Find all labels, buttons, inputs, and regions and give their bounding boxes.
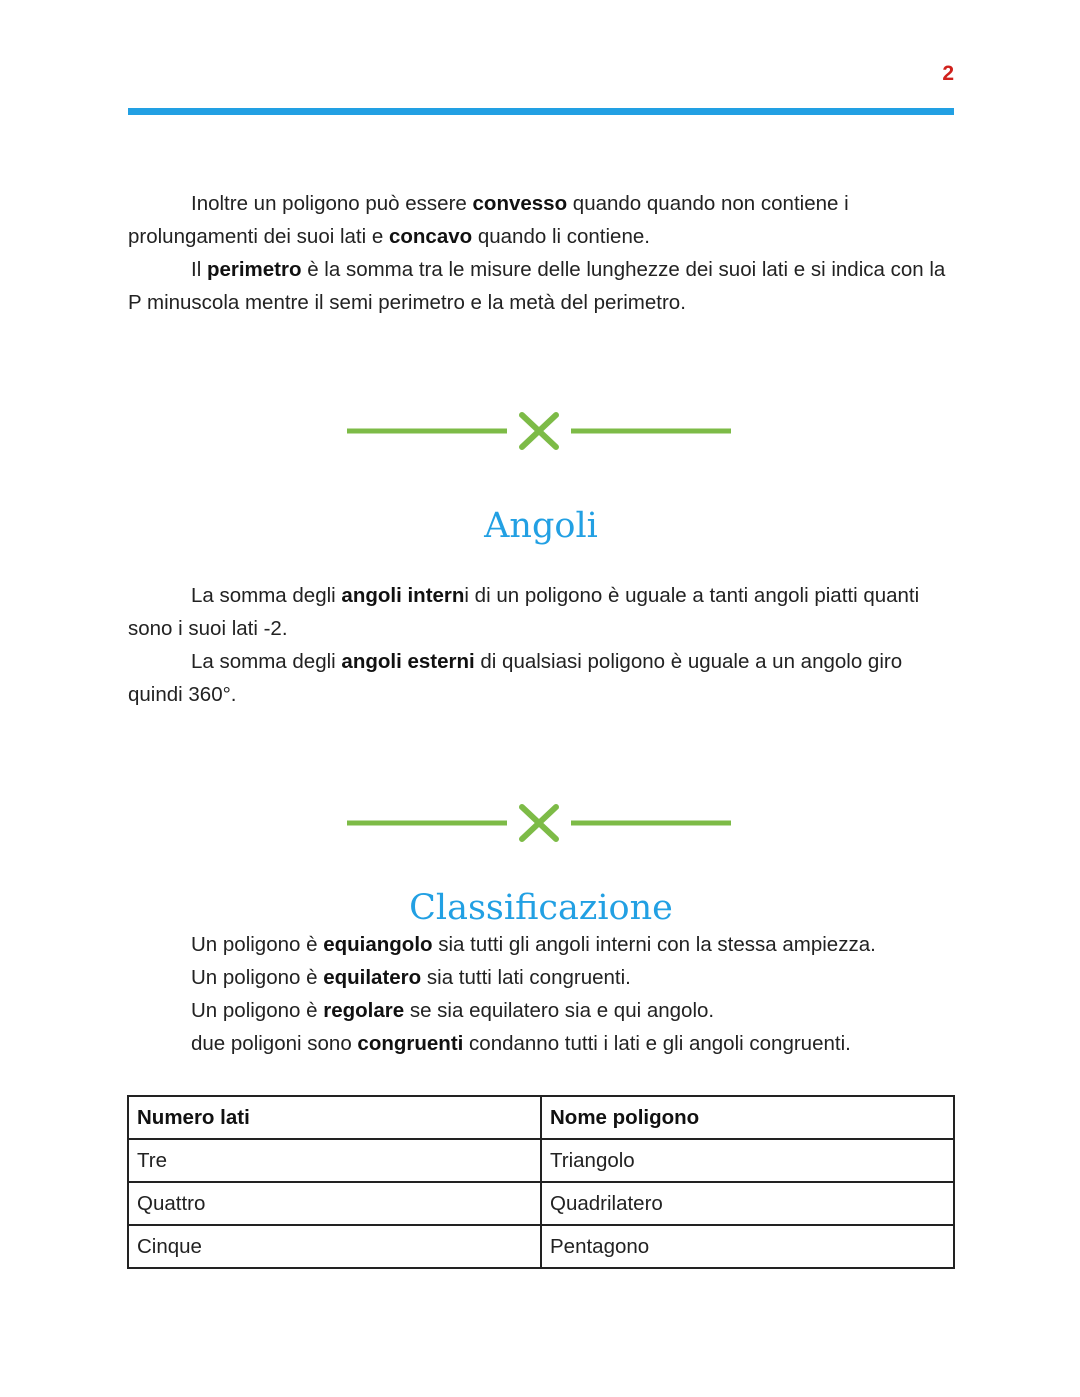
classificazione-line: Un poligono è equiangolo sia tutti gli angoli interni con la stessa ampiezza. (191, 933, 876, 956)
table-cell: Pentagono (541, 1225, 954, 1268)
classificazione-section (128, 928, 954, 1060)
intro-paragraph-convex: Inoltre un poligono può essere convesso quando quando non contiene i prolungamenti dei suoi lati e concavo quando li contiene. (128, 192, 849, 248)
classificazione-line: Un poligono è regolare se sia equilatero sia e qui angolo. (191, 999, 715, 1022)
intro-paragraph-perimeter: Il perimetro è la somma tra le misure delle lunghezze dei suoi lati e si indica con la P minuscola mentre il semi perimetro e la metà del perimetro. (128, 258, 946, 314)
table-cell: Quattro (128, 1182, 541, 1225)
table-row (128, 1139, 954, 1182)
angoli-paragraph-external: La somma degli angoli esterni di qualsiasi poligono è uguale a un angolo giro quindi 360°. (128, 650, 903, 706)
polygon-table (127, 1095, 955, 1269)
classificazione-line: Un poligono è equilatero sia tutti lati congruenti. (191, 966, 631, 989)
table-cell: Triangolo (541, 1139, 954, 1182)
table-cell: Quadrilatero (541, 1182, 954, 1225)
section-divider (347, 410, 731, 452)
classificazione-line: due poligoni sono congruenti condanno tutti i lati e gli angoli congruenti. (191, 1032, 851, 1055)
page-number: 2 (942, 62, 954, 85)
x-cross-icon (347, 802, 731, 844)
table-row (128, 1182, 954, 1225)
table-header-row (128, 1096, 954, 1139)
polygon-names-table (127, 1095, 955, 1269)
section-divider (347, 802, 731, 844)
table-row (128, 1225, 954, 1268)
intro-section (128, 187, 954, 319)
heading-angoli: Angoli (484, 506, 598, 546)
table-header-cell: Numero lati (128, 1096, 541, 1139)
angoli-section (128, 579, 954, 711)
heading-classificazione: Classificazione (409, 888, 673, 928)
table-header-cell: Nome poligono (541, 1096, 954, 1139)
x-cross-icon (347, 410, 731, 452)
angoli-paragraph-internal: La somma degli angoli interni di un poligono è uguale a tanti angoli piatti quanti sono i suoi lati -2. (128, 584, 920, 640)
header-rule (128, 108, 954, 115)
table-cell: Tre (128, 1139, 541, 1182)
table-cell: Cinque (128, 1225, 541, 1268)
